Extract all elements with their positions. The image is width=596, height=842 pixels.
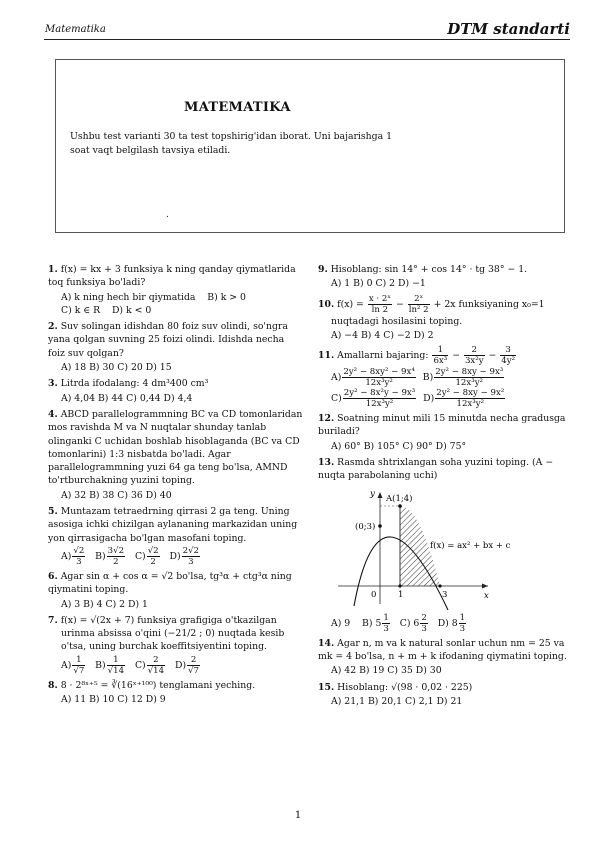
q11-text: Amallarni bajaring: [337, 350, 429, 362]
q4-options[interactable]: A) 32 B) 38 C) 36 D) 40 [61, 489, 172, 501]
y-intercept-point [378, 524, 382, 528]
q1-text: f(x) = kx + 3 funksiya k ning qanday qiymatlarida toq funksiya bo'ladi? [48, 264, 296, 289]
y-axis-arrow [378, 492, 383, 498]
q5-option-c[interactable]: C) $\frac{√2}{2}$ [134, 545, 159, 567]
q10-f-suffix: + 2x funksiyaning x₀=1 [433, 298, 545, 310]
q3-text: Litrda ifodalang: 4 dm³400 cm³ [60, 378, 209, 390]
q11-term-1: $\frac{1}{\text{6x³}}$ [433, 345, 448, 367]
q4-number: 4. [48, 408, 58, 420]
q14-options[interactable]: A) 42 B) 19 C) 35 D) 30 [331, 665, 442, 677]
x1-point [398, 584, 401, 587]
q13-options [318, 613, 568, 634]
q5-number: 5. [48, 506, 58, 518]
header-divider [44, 39, 570, 40]
q9-number: 9. [318, 264, 328, 275]
q6-text: Agar sin α + cos α = √2 bo'lsa, tg³α + ctg³α ning qiymatini toping. [48, 570, 292, 596]
q10-fraction-1: $\frac{\text{x · 2ˣ}}{\ln 2}$ [368, 293, 391, 315]
q13-option-a[interactable]: A) 9 [331, 617, 351, 629]
q12-options[interactable]: A) 60° B) 105° C) 90° D) 75° [331, 440, 467, 452]
q7-option-a[interactable]: A) $\frac{1}{√7}$ [61, 654, 85, 676]
function-label: f(x) = ax² + bx + c [430, 540, 511, 551]
question-15 [318, 681, 568, 709]
vertex-label: A(1;4) [386, 493, 413, 504]
left-column [48, 263, 303, 709]
q10-number: 10. [318, 298, 335, 310]
intro-text: Ushbu test varianti 30 ta test topshirig'idan iborat. Uni bajarishga 1 soat vaqt belgilash tavsiya etiladi. [70, 131, 393, 156]
q12-number: 12. [318, 413, 335, 425]
q5-option-b[interactable]: B) $\frac{3√2}{2}$ [95, 545, 125, 567]
q13-option-c[interactable]: C) 6 $\frac{2}{3}$ [399, 612, 427, 634]
q3-number: 3. [48, 378, 58, 390]
question-9 [318, 263, 568, 291]
q14-text: Agar n, m va k natural sonlar uchun nm = 25 va mk = 4 bo'lsa, n + m + k ifodaning qiymatini toping. [318, 637, 567, 662]
q13-number: 13. [318, 457, 335, 469]
q15-number: 15. [318, 681, 335, 693]
q8-text: 8 · 2⁸ˣ⁺⁵ = ∛(16ˣ⁺¹⁰⁰) tenglamani yeching. [60, 679, 256, 691]
q3-options[interactable]: A) 4,04 B) 44 C) 0,44 D) 4,4 [61, 392, 193, 404]
header-subject: Matematika [45, 24, 106, 35]
y-intercept-label: (0;3) [355, 521, 376, 532]
vertex-point [398, 504, 402, 508]
q1-option-c[interactable]: C) k ∈ R [61, 304, 101, 316]
q1-option-a[interactable]: A) k ning hech bir qiymatida [61, 291, 196, 303]
q6-options[interactable]: A) 3 B) 4 C) 2 D) 1 [61, 598, 148, 610]
question-3 [48, 377, 303, 405]
q15-text: Hisoblang: √(98 · 0,02 · 225) [337, 681, 473, 693]
q11-option-d[interactable]: D) $\frac{\text{2y² − 8xy − 9x²}}{\text{12x³y²}}$ [423, 388, 505, 410]
intro-dot: . [166, 210, 169, 220]
question-6 [48, 570, 303, 611]
q11-option-b[interactable]: B) $\frac{\text{2y² − 8xy − 9x³}}{\text{12x³y²}}$ [422, 367, 504, 389]
q2-text: Suv solingan idishdan 80 foiz suv olindi, so'ngra yana qolgan suvning 25 foizi olindi. Idishda necha foiz suv qolgan? [48, 321, 288, 359]
q1-option-b[interactable]: B) k > 0 [207, 291, 246, 303]
question-1 [48, 263, 303, 317]
tick-label-1: 1 [398, 589, 404, 600]
q15-options[interactable]: A) 21,1 B) 20,1 C) 2,1 D) 21 [331, 695, 463, 707]
question-13 [318, 456, 568, 634]
q8-options[interactable]: A) 11 B) 10 C) 12 D) 9 [61, 694, 166, 706]
q1-number: 1. [48, 264, 58, 275]
q11-option-c[interactable]: C) $\frac{\text{2y² − 8x²y − 9x³}}{\text{12x³y²}}$ [331, 388, 416, 410]
q10-text: nuqtadagi hosilasini toping. [331, 315, 463, 327]
q10-f-prefix: f(x) = [337, 298, 364, 310]
intro-box [55, 59, 565, 233]
q12-text: Soatning minut mili 15 minutda necha gradusga buriladi? [318, 413, 566, 438]
q5-text: Muntazam tetraedrning qirrasi 2 ga teng. Uning asosiga ichki chizilgan aylananing markazidan uning yon qirrasigacha bo'lgan masofani toping. [48, 506, 298, 544]
header-standard: DTM standarti [447, 20, 570, 38]
q9-text: Hisoblang: sin 14° + cos 14° · tg 38° − 1. [330, 264, 528, 275]
parabola-graph [320, 486, 540, 611]
q11-option-a[interactable]: A) $\frac{\text{2y² − 8xy² − 9x⁴}}{\text{12x³y²}}$ [331, 367, 415, 389]
question-14 [318, 637, 568, 678]
q2-number: 2. [48, 321, 58, 333]
q7-text-b-pre: urinma absissa o'qini [61, 628, 162, 640]
tick-label-0: 0 [371, 589, 377, 600]
q8-number: 8. [48, 679, 58, 691]
q5-options [48, 546, 303, 567]
q7-option-d[interactable]: D) $\frac{2}{√7}$ [174, 654, 200, 676]
q10-minus: − [395, 298, 404, 310]
question-12 [318, 412, 568, 453]
q2-options[interactable]: A) 18 B) 30 C) 20 D) 15 [61, 362, 172, 374]
question-5 [48, 505, 303, 567]
question-7 [48, 614, 303, 676]
q7-text-c: o'tsa, uning burchak koeffitsiyentini toping. [61, 641, 267, 653]
question-2 [48, 320, 303, 374]
y-axis-label: y [370, 488, 375, 499]
q7-text-a: f(x) = √(2x + 7) funksiya grafigiga o'tkazilgan [60, 614, 277, 626]
q9-options[interactable]: A) 1 B) 0 C) 2 D) −1 [331, 278, 426, 290]
q4-text: ABCD parallelogrammning BC va CD tomonlaridan mos ravishda M va N nuqtalar shunday tanlab olinganki C uchidan boshlab hisoblaganda (BC va CD tomonlarini) 1:3 nisbatda bo'ladi. Agar parallelogrammning yuzi 64 ga teng bo'lsa, AMND to'rtburchakning yuzini toping. [48, 408, 303, 487]
question-11: 11. Amallarni bajaring: $\frac{1}{\text{6x³}}$ − $\frac{2}{\text{3x²y}}$ − $\frac{3}{\text{4y²}}$ A) $\frac{\text{2y² − 8xy² − 9x⁴}}{\text{12x³y²}}$ B) $\frac{\text{2y² − 8xy − 9x³}}{\text{12x³y²}}$ C) $\frac{\text{2y² − 8x²y − 9x³}}{\text{12x³y²}}$ D) $\frac{\text{2y² − 8xy − 9x²}}{\text{12x³y²}}$ [318, 345, 568, 409]
right-column [318, 263, 568, 711]
q7-option-c[interactable]: C) $\frac{2}{√14}$ [134, 654, 165, 676]
q7-number: 7. [48, 614, 58, 626]
question-10 [318, 294, 568, 343]
q1-option-d[interactable]: D) k < 0 [111, 304, 152, 316]
q7-point: (−21/2 ; 0) [164, 628, 215, 640]
x3-point [438, 584, 441, 587]
q14-number: 14. [318, 637, 335, 649]
q1-options [48, 291, 303, 318]
tick-label-3: 3 [442, 589, 448, 600]
intro-title: MATEMATIKA [184, 100, 291, 115]
q7-text-b-post: nuqtada kesib [217, 628, 285, 640]
q7-options [48, 655, 303, 676]
q13-option-b[interactable]: B) 5 $\frac{1}{3}$ [362, 612, 389, 634]
q10-options[interactable]: A) −4 B) 4 C) −2 D) 2 [331, 329, 434, 341]
q6-number: 6. [48, 570, 58, 582]
x-axis-arrow [482, 583, 488, 588]
q13-option-d[interactable]: D) 8 $\frac{1}{3}$ [437, 612, 466, 634]
q13-text: Rasmda shtrixlangan soha yuzini toping. (A − nuqta parabolaning uchi) [318, 457, 554, 482]
q11-term-3: $\frac{3}{\text{4y²}}$ [501, 345, 516, 367]
page-number: 1 [294, 810, 302, 821]
q5-option-d[interactable]: D) $\frac{2√2}{3}$ [169, 545, 200, 567]
q11-term-2: $\frac{2}{\text{3x²y}}$ [464, 345, 484, 367]
q10-fraction-2: $\frac{\text{2ˣ}}{\text{ln² 2}}$ [408, 293, 429, 315]
question-4 [48, 408, 303, 502]
q11-number: 11. [318, 350, 335, 362]
q11-options [318, 367, 568, 409]
x-axis-label: x [484, 590, 489, 601]
q5-option-a[interactable]: A) $\frac{√2}{3}$ [61, 545, 85, 567]
question-8 [48, 679, 303, 707]
q7-option-b[interactable]: B) $\frac{1}{√14}$ [95, 654, 125, 676]
